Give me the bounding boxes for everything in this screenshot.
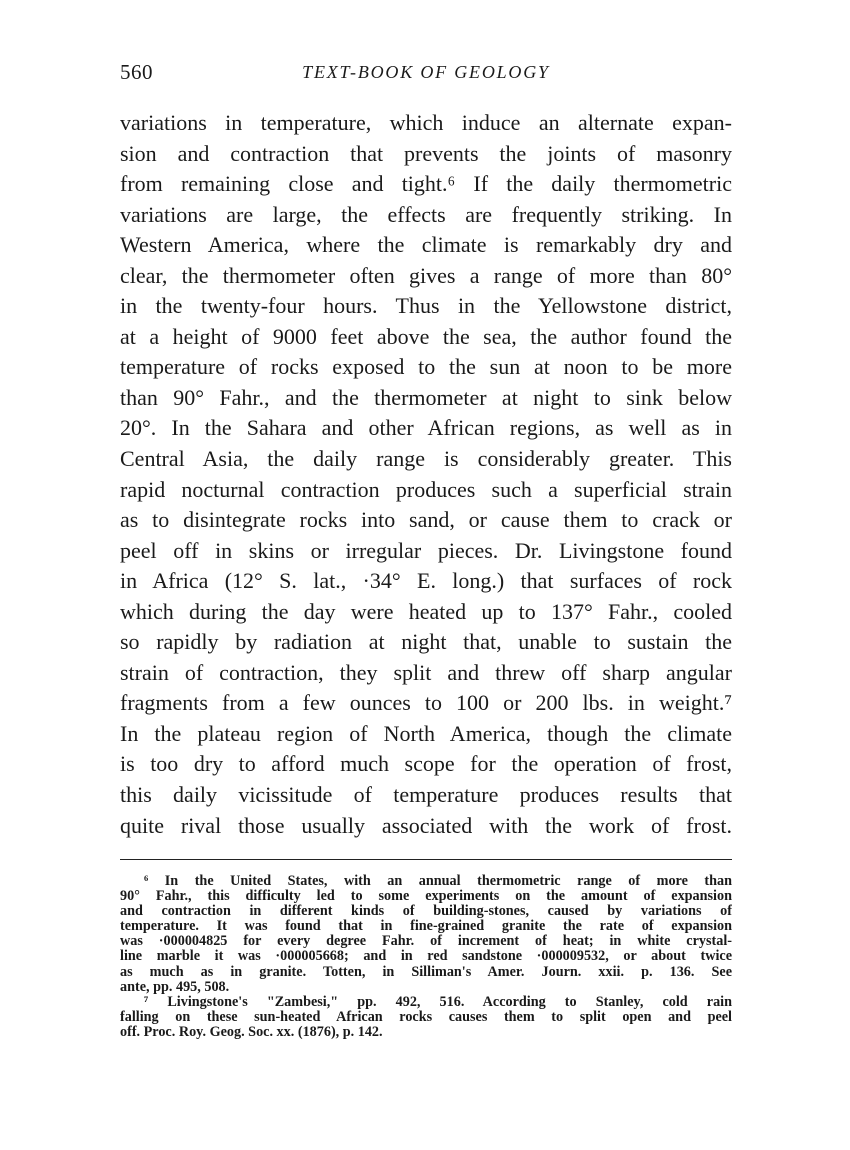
body-line: in Africa (12° S. lat., ·34° E. long.) that surfaces of rock <box>120 568 732 594</box>
body-line: is too dry to afford much scope for the operation of frost, <box>120 751 732 777</box>
footnote-line: ⁶ In the United States, with an annual thermometric range of more than <box>144 874 732 889</box>
body-line: Western America, where the climate is remarkably dry and <box>120 232 732 258</box>
body-line: quite rival those usually associated with the work of frost. <box>120 812 732 838</box>
body-line: strain of contraction, they split and threw off sharp angular <box>120 659 732 685</box>
footnote-line: was ·000004825 for every degree Fahr. of increment of heat; in white crystal- <box>120 934 732 950</box>
body-line: variations in temperature, which induce an alternate expan- <box>120 110 732 135</box>
body-line: temperature of rocks exposed to the sun at noon to be more <box>120 354 732 380</box>
footnote-line: falling on these sun-heated African rocks causes them to split open and peel <box>120 1009 732 1025</box>
body-line: in the twenty-four hours. Thus in the Yellowstone district, <box>120 293 732 319</box>
body-line: sion and contraction that prevents the joints of masonry <box>120 140 732 166</box>
body-line: clear, the thermometer often gives a range of more than 80° <box>120 262 732 288</box>
body-line: Central Asia, the daily range is considerably greater. This <box>120 446 732 472</box>
footnote-line: line marble it was ·000005668; and in red sandstone ·000009532, or about twice <box>120 949 732 965</box>
running-head: TEXT-BOOK OF GEOLOGY <box>302 62 550 82</box>
footnote-line: 90° Fahr., this difficulty led to some experiments on the amount of expansion <box>120 889 732 905</box>
footnotes <box>120 874 732 1040</box>
body-line: than 90° Fahr., and the thermometer at night to sink below <box>120 384 732 410</box>
body-line: peel off in skins or irregular pieces. Dr. Livingstone found <box>120 537 732 563</box>
body-line: variations are large, the effects are frequently striking. In <box>120 201 732 227</box>
body-line: at a height of 9000 feet above the sea, the author found the <box>120 323 732 349</box>
page-header <box>120 60 732 90</box>
body-line: 20°. In the Sahara and other African regions, as well as in <box>120 415 732 441</box>
body-line: rapid nocturnal contraction produces such a superficial strain <box>120 476 732 502</box>
body-line: from remaining close and tight.⁶ If the daily thermometric <box>120 171 732 197</box>
footnote-line: off. Proc. Roy. Geog. Soc. xx. (1876), p. 142. <box>120 1024 383 1040</box>
body-line: In the plateau region of North America, though the climate <box>120 720 732 746</box>
footnote-line: temperature. It was found that in fine-grained granite the rate of expansion <box>120 919 732 935</box>
footnote-divider <box>120 859 732 860</box>
body-line: so rapidly by radiation at night that, unable to sustain the <box>120 629 732 655</box>
footnote-line: ⁷ Livingstone's "Zambesi," pp. 492, 516. According to Stanley, cold rain <box>144 994 732 1010</box>
footnote-line: ante, pp. 495, 508. <box>120 979 230 995</box>
body-line: fragments from a few ounces to 100 or 200 lbs. in weight.⁷ <box>120 690 732 716</box>
body-line: as to disintegrate rocks into sand, or cause them to crack or <box>120 507 732 533</box>
body-line: this daily vicissitude of temperature produces results that <box>120 782 732 808</box>
footnote-line: as much as in granite. Totten, in Silliman's Amer. Journ. xxii. p. 136. See <box>120 964 732 980</box>
body-text <box>120 108 732 841</box>
page-number: 560 <box>120 60 153 84</box>
footnote-line: and contraction in different kinds of building-stones, caused by variations of <box>120 904 732 920</box>
body-line: which during the day were heated up to 137° Fahr., cooled <box>120 598 732 624</box>
